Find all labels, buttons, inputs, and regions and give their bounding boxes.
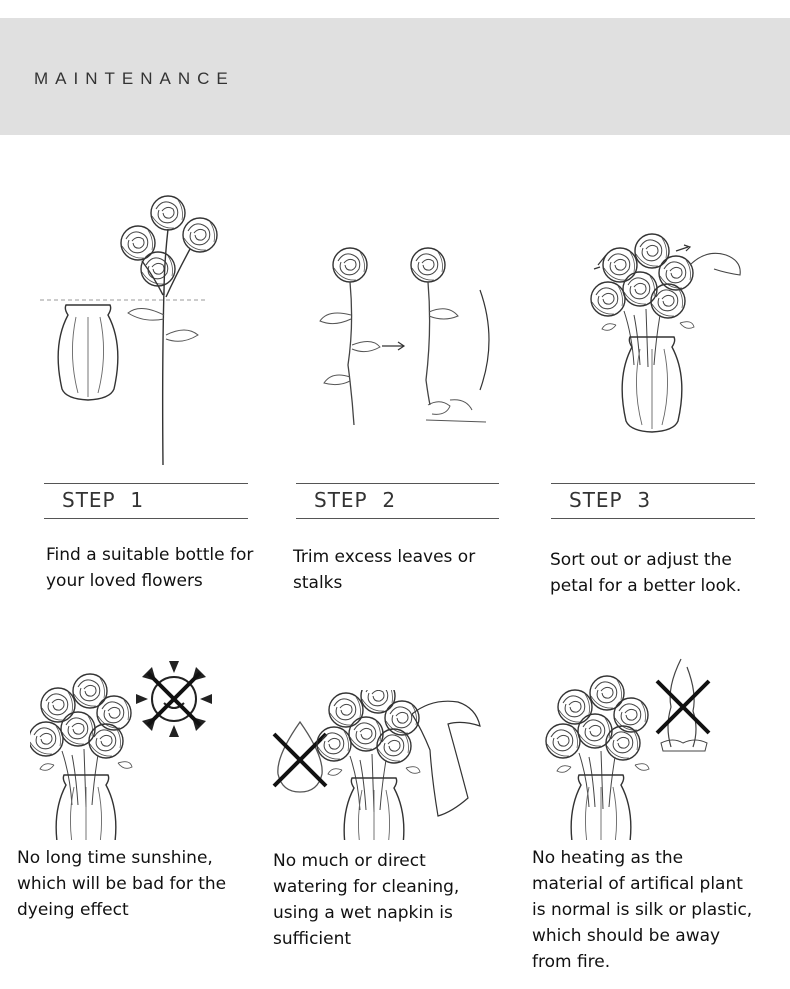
sun-icon — [136, 661, 212, 737]
no-sunshine-illustration — [30, 655, 230, 840]
step-3-illustration — [580, 225, 750, 435]
header-banner — [0, 18, 790, 135]
caution-1-description: No long time sunshine, which will be bad for the dyeing effect — [17, 848, 227, 920]
step-2-header — [296, 483, 499, 519]
caution-3-description: No heating as the material of artifical plant is normal is silk or plastic, which should be away from fire. — [532, 848, 753, 972]
no-fire-illustration — [545, 655, 745, 840]
water-drop-icon — [274, 722, 326, 792]
step-2-illustration — [300, 230, 510, 440]
step-2-label: STEP 2 — [314, 488, 397, 512]
page-title: MAINTENANCE — [34, 69, 235, 88]
step-2-description: Trim excess leaves or stalks — [293, 547, 476, 593]
fire-icon — [657, 659, 709, 751]
step-3-description: Sort out or adjust the petal for a better look. — [550, 550, 742, 596]
step-3-header — [551, 483, 755, 519]
step-1-label: STEP 1 — [62, 488, 145, 512]
step-1-description: Find a suitable bottle for your loved flowers — [46, 545, 254, 591]
step-3-label: STEP 3 — [569, 488, 652, 512]
step-1-illustration — [30, 185, 250, 475]
no-water-illustration — [262, 690, 492, 840]
step-1-header — [44, 483, 248, 519]
caution-2-description: No much or direct watering for cleaning, using a wet napkin is sufficient — [273, 851, 460, 949]
